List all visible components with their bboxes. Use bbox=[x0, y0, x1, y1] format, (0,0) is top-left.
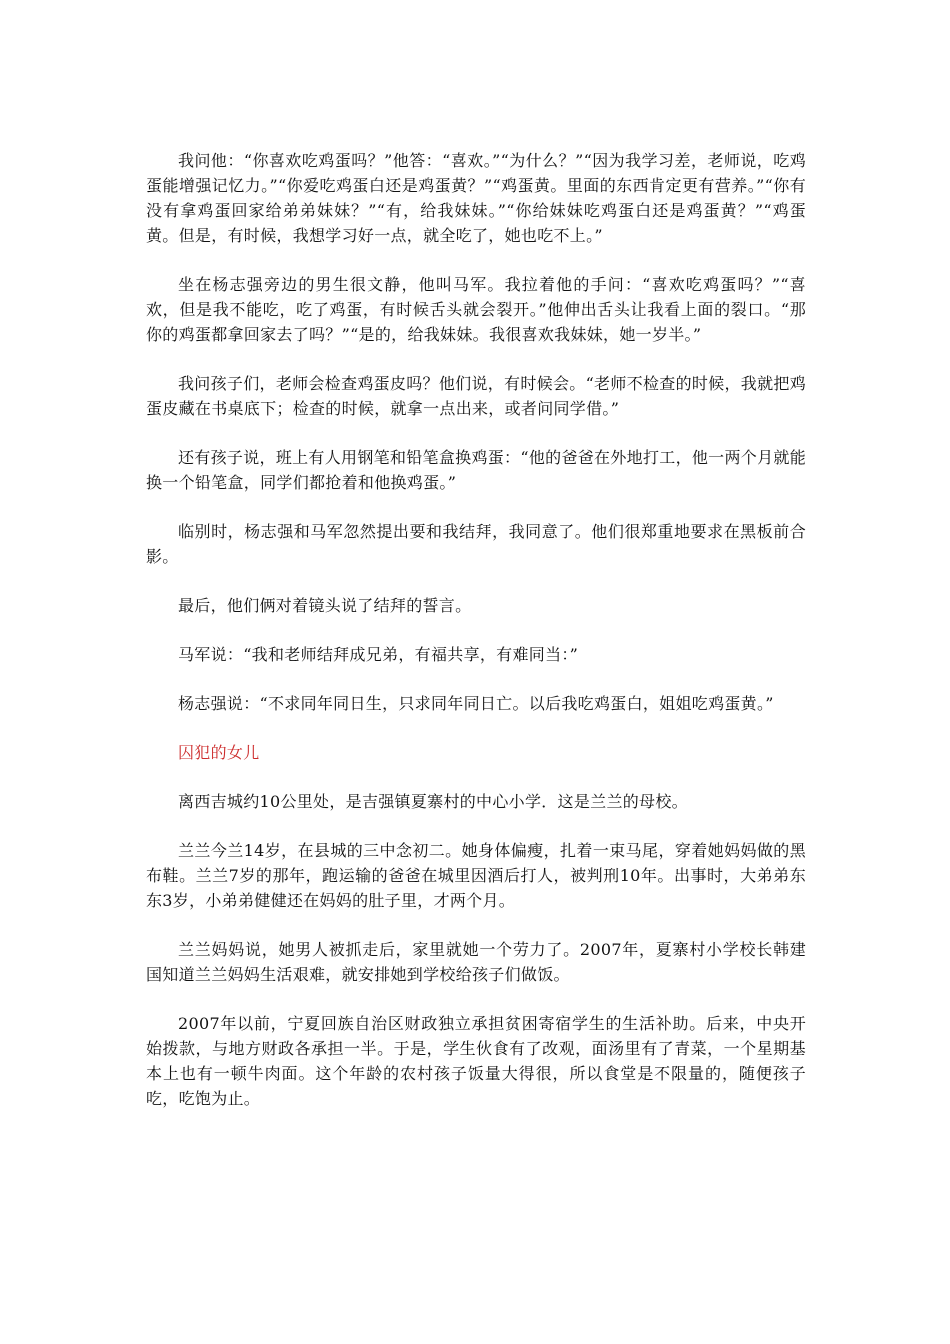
paragraph: 坐在杨志强旁边的男生很文静，他叫马军。我拉着他的手问：“喜欢吃鸡蛋吗？”“喜欢，但是我不能吃，吃了鸡蛋，有时候舌头就会裂开。”他伸出舌头让我看上面的裂口。“那你的鸡蛋都拿回家去了吗？”“是的，给我妹妹。我很喜欢我妹妹，她一岁半。” bbox=[146, 275, 806, 344]
paragraph: 还有孩子说，班上有人用钢笔和铅笔盒换鸡蛋：“他的爸爸在外地打工，他一两个月就能换一个铅笔盒，同学们都抢着和他换鸡蛋。” bbox=[146, 448, 806, 492]
paragraph: 杨志强说：“不求同年同日生，只求同年同日亡。以后我吃鸡蛋白，姐姐吃鸡蛋黄。” bbox=[178, 694, 774, 713]
paragraph: 2007年以前，宁夏回族自治区财政独立承担贫困寄宿学生的生活补助。后来，中央开始拨款，与地方财政各承担一半。于是，学生伙食有了改观，面汤里有了青菜，一个星期基本上也有一顿牛肉面。这个年龄的农村孩子饭量大得很，所以食堂是不限量的，随便孩子吃，吃饱为止。 bbox=[146, 1014, 806, 1108]
paragraph: 临别时，杨志强和马军忽然提出要和我结拜，我同意了。他们很郑重地要求在黑板前合影。 bbox=[146, 522, 806, 566]
paragraph: 我问他：“你喜欢吃鸡蛋吗？”他答：“喜欢。”“为什么？”“因为我学习差，老师说，吃鸡蛋能增强记忆力。”“你爱吃鸡蛋白还是鸡蛋黄？”“鸡蛋黄。里面的东西肯定更有营养。”“你有没有拿鸡蛋回家给弟弟妹妹？”“有，给我妹妹。”“你给妹妹吃鸡蛋白还是鸡蛋黄？”“鸡蛋黄。但是，有时候，我想学习好一点，就全吃了，她也吃不上。” bbox=[146, 151, 806, 245]
paragraph: 我问孩子们，老师会检查鸡蛋皮吗？他们说，有时候会。“老师不检查的时候，我就把鸡蛋皮藏在书桌底下；检查的时候，就拿一点出来，或者问同学借。” bbox=[146, 374, 806, 418]
paragraph: 兰兰今兰14岁，在县城的三中念初二。她身体偏瘦，扎着一束马尾，穿着她妈妈做的黑布鞋。兰兰7岁的那年，跑运输的爸爸在城里因酒后打人，被判刑10年。出事时，大弟弟东东3岁，小弟弟健健还在妈妈的肚子里，才两个月。 bbox=[146, 841, 806, 910]
paragraph: 最后，他们俩对着镜头说了结拜的誓言。 bbox=[178, 596, 472, 615]
paragraph: 离西吉城约10公里处，是吉强镇夏寨村的中心小学．这是兰兰的母校。 bbox=[178, 792, 688, 811]
section-heading: 囚犯的女儿 bbox=[178, 743, 260, 762]
paragraph: 兰兰妈妈说，她男人被抓走后，家里就她一个劳力了。2007年，夏寨村小学校长韩建国知道兰兰妈妈生活艰难，就安排她到学校给孩子们做饭。 bbox=[146, 940, 806, 984]
paragraph: 马军说：“我和老师结拜成兄弟，有福共享，有难同当：” bbox=[178, 645, 579, 664]
document-body bbox=[146, 148, 806, 1135]
